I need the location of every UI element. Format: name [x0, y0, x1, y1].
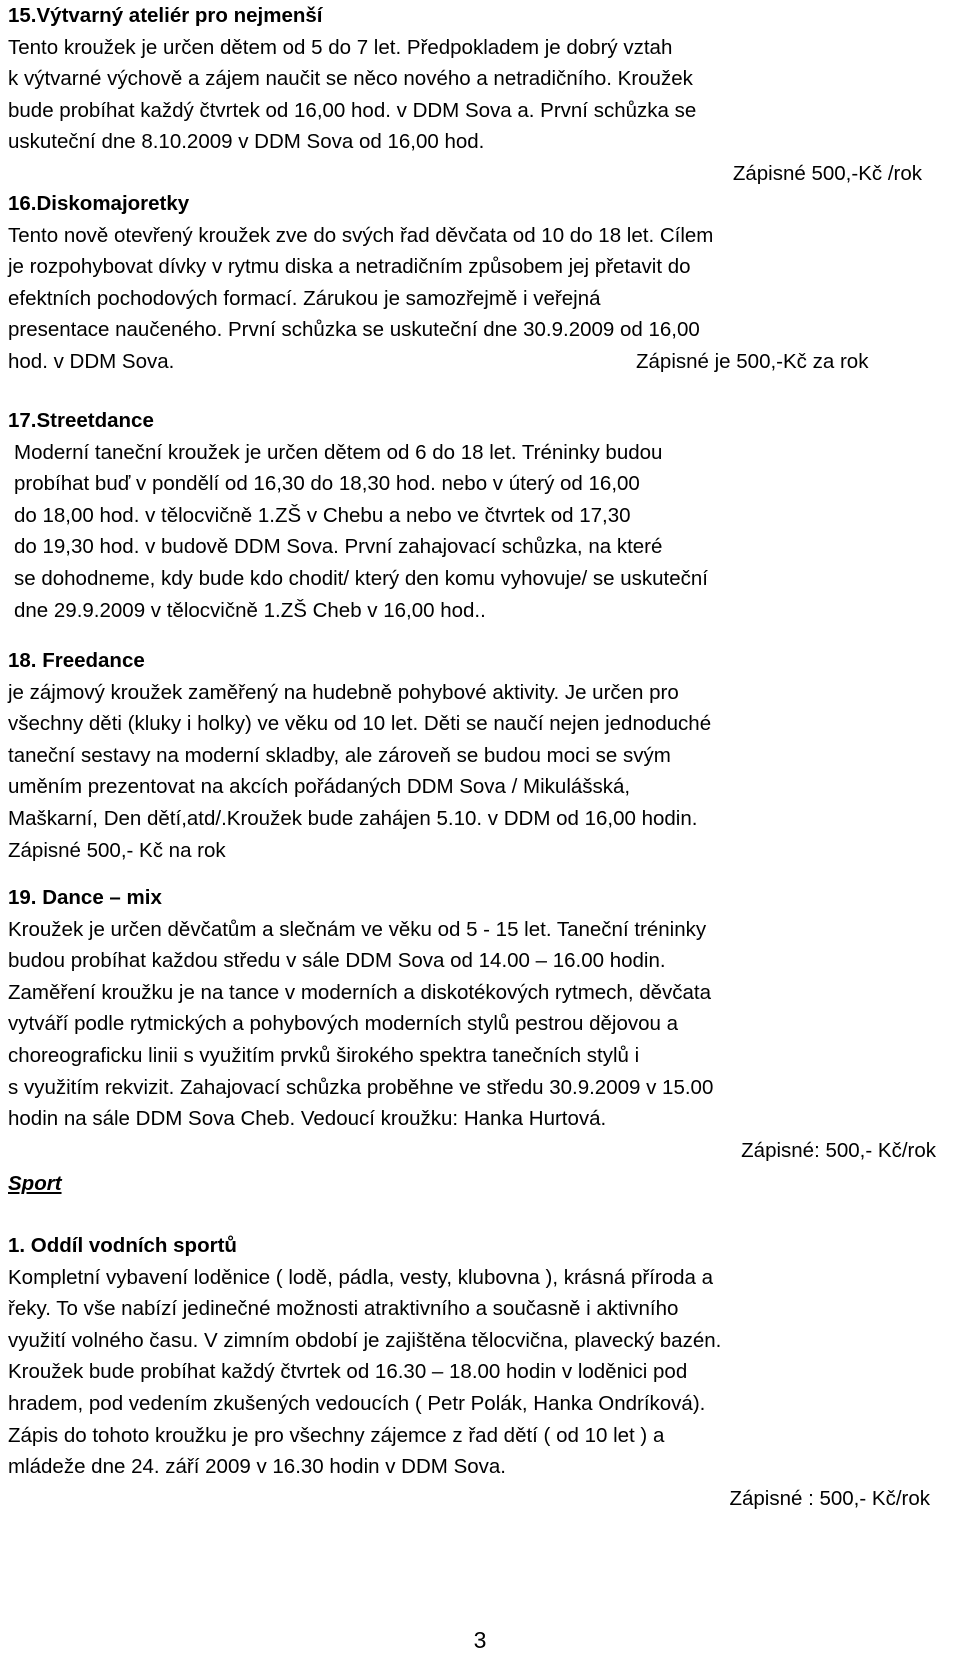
paragraph-line: do 18,00 hod. v tělocvičně 1.ZŠ v Chebu a nebo ve čtvrtek od 17,30 [14, 503, 631, 527]
paragraph-line: Zaměření kroužku je na tance v moderních a diskotékových rytmech, děvčata [8, 980, 712, 1004]
paragraph-line: dne 29.9.2009 v tělocvičně 1.ZŠ Cheb v 16,00 hod.. [14, 598, 486, 622]
paragraph-line: k výtvarné výchově a zájem naučit se něco nového a netradičního. Kroužek [8, 67, 693, 91]
page-number: 3 [473, 1627, 487, 1653]
paragraph-line: probíhat buď v pondělí od 16,30 do 18,30 hod. nebo v úterý od 16,00 [14, 472, 640, 496]
fee-line: Zápisné 500,- Kč na rok [8, 838, 226, 862]
paragraph-line: do 19,30 hod. v budově DDM Sova. První zahajovací schůzka, na které [14, 535, 663, 559]
paragraph-line [8, 346, 952, 378]
paragraph-line: choreograficku linii s využitím prvků širokého spektra tanečních stylů i [8, 1043, 640, 1067]
paragraph-line: Tento nově otevřený kroužek zve do svých řad děvčata od 10 do 18 let. Cílem [8, 223, 714, 247]
section-19 [8, 882, 952, 1166]
paragraph-line: Kroužek bude probíhat každý čtvrtek od 16.30 – 18.00 hodin v loděnici pod [8, 1360, 688, 1384]
paragraph-line: vytváří podle rytmických a pohybových moderních stylů pestrou dějovou a [8, 1012, 678, 1036]
section-heading: 19. Dance – mix [8, 886, 162, 909]
paragraph-line: Maškarní, Den dětí,atd/.Kroužek bude zahájen 5.10. v DDM od 16,00 hodin. [8, 806, 698, 830]
section-18 [8, 645, 952, 866]
paragraph-line: budou probíhat každou středu v sále DDM Sova od 14.00 – 16.00 hodin. [8, 949, 666, 973]
paragraph-line: využití volného času. V zimním období je zajištěna tělocvična, plavecký bazén. [8, 1328, 722, 1352]
paragraph-line: je zájmový kroužek zaměřený na hudebně pohybové aktivity. Je určen pro [8, 680, 679, 704]
section-heading: 17.Streetdance [8, 409, 154, 432]
paragraph-line: všechny děti (kluky i holky) ve věku od 10 let. Děti se naučí nejen jednoduché [8, 712, 712, 736]
paragraph-line: uskuteční dne 8.10.2009 v DDM Sova od 16,00 hod. [8, 130, 485, 154]
section-16 [8, 188, 952, 378]
last-line-text: hod. v DDM Sova. [8, 349, 175, 373]
paragraph-line: taneční sestavy na moderní skladby, ale zároveň se budou moci se svým [8, 743, 671, 767]
section-heading: 16.Diskomajoretky [8, 192, 190, 215]
section-15 [8, 0, 952, 190]
paragraph-line: uměním prezentovat na akcích pořádaných DDM Sova / Mikulášská, [8, 775, 631, 799]
fee-line: Zápisné: 500,- Kč/rok [741, 1138, 936, 1162]
paragraph-line: Kompletní vybavení loděnice ( lodě, pádla, vesty, klubovna ), krásná příroda a [8, 1265, 713, 1289]
paragraph-line: se dohodneme, kdy bude kdo chodit/ který den komu vyhovuje/ se uskuteční [14, 566, 708, 590]
fee-line: Zápisné : 500,- Kč/rok [729, 1486, 930, 1510]
category-heading: Sport [8, 1172, 62, 1195]
fee-line: Zápisné 500,-Kč /rok [732, 161, 922, 185]
section-sport-1 [8, 1230, 952, 1514]
paragraph-line: hodin na sále DDM Sova Cheb. Vedoucí kroužku: Hanka Hurtová. [8, 1107, 607, 1131]
paragraph-line: Tento kroužek je určen dětem od 5 do 7 let. Předpokladem je dobrý vztah [8, 35, 673, 59]
paragraph-line: mládeže dne 24. září 2009 v 16.30 hodin v DDM Sova. [8, 1455, 506, 1479]
section-heading: 1. Oddíl vodních sportů [8, 1234, 237, 1257]
paragraph-line: presentace naučeného. První schůzka se uskuteční dne 30.9.2009 od 16,00 [8, 318, 700, 342]
paragraph-line: řeky. To vše nabízí jedinečné možnosti atraktivního a současně i aktivního [8, 1297, 679, 1321]
paragraph-line: efektních pochodových formací. Zárukou je samozřejmě i veřejná [8, 286, 601, 310]
section-heading: 18. Freedance [8, 649, 145, 672]
paragraph-line: hradem, pod vedením zkušených vedoucích ( Petr Polák, Hanka Ondríková). [8, 1391, 706, 1415]
section-17 [8, 405, 952, 626]
paragraph-line: Moderní taneční kroužek je určen dětem od 6 do 18 let. Tréninky budou [14, 440, 663, 464]
paragraph-line: je rozpohybovat dívky v rytmu diska a netradičním způsobem jej přetavit do [8, 255, 691, 279]
paragraph-line: Kroužek je určen děvčatům a slečnám ve věku od 5 - 15 let. Taneční tréninky [8, 917, 707, 941]
paragraph-line: bude probíhat každý čtvrtek od 16,00 hod. v DDM Sova a. První schůzka se [8, 98, 697, 122]
paragraph-line: s využitím rekvizit. Zahajovací schůzka proběhne ve středu 30.9.2009 v 15.00 [8, 1075, 714, 1099]
fee-line: Zápisné je 500,-Kč za rok [636, 349, 869, 373]
paragraph-line: Zápis do tohoto kroužku je pro všechny zájemce z řad dětí ( od 10 let ) a [8, 1423, 665, 1447]
section-heading: 15.Výtvarný ateliér pro nejmenší [8, 4, 323, 27]
sport-section [8, 1168, 952, 1200]
